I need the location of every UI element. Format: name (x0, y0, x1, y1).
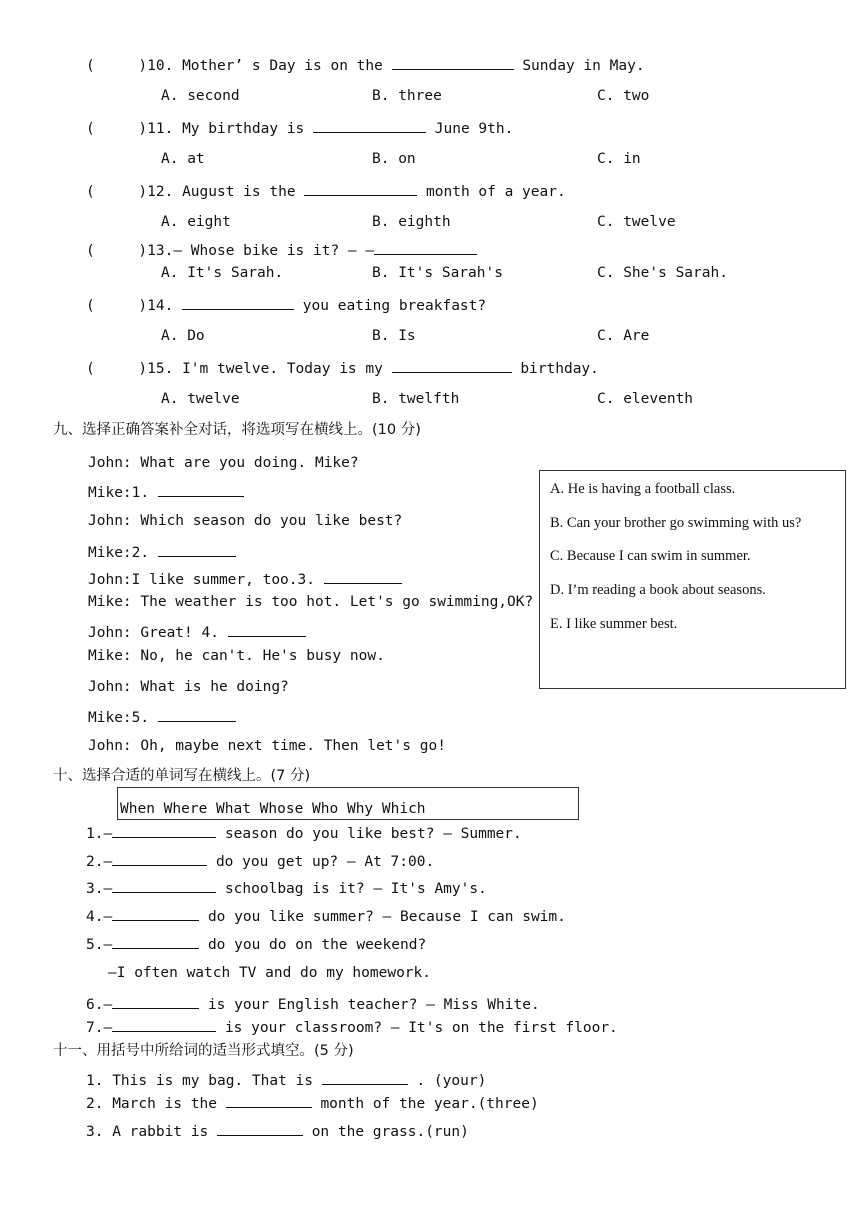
dialogue-text: Mike:2. (88, 545, 150, 561)
answer-blank[interactable] (112, 851, 207, 866)
item-number: 3.— (86, 881, 113, 897)
item-text: —I often watch TV and do my homework. (108, 965, 432, 981)
option-c: C. two (597, 88, 650, 104)
option-b: B. It's Sarah's (372, 265, 503, 281)
option-item: D. I’m reading a book about seasons. (550, 582, 766, 598)
question-12 (86, 181, 566, 201)
question-13 (86, 240, 477, 260)
answer-blank[interactable] (112, 994, 199, 1009)
item-text: do you do on the weekend? (207, 937, 427, 953)
fill-item (86, 1070, 486, 1090)
question-number: 11. (147, 121, 174, 137)
close-paren: ) (138, 58, 148, 74)
fill-item (86, 1121, 469, 1141)
answer-blank[interactable] (392, 358, 512, 373)
answer-blank[interactable] (112, 823, 216, 838)
fill-item (86, 1093, 539, 1113)
fill-item (86, 1017, 618, 1037)
item-number: 4.— (86, 909, 113, 925)
answer-blank[interactable] (304, 181, 417, 196)
dialogue-line: John: What are you doing. Mike? (88, 455, 359, 471)
answer-blank[interactable] (182, 295, 294, 310)
close-paren: ) (138, 361, 148, 377)
item-text: is your classroom? — It's on the first floor. (224, 1020, 618, 1036)
question-15 (86, 358, 599, 378)
option-a: A. twelve (161, 391, 240, 407)
answer-blank[interactable] (112, 934, 199, 949)
answer-blank[interactable] (217, 1121, 303, 1136)
question-text-end: Sunday in May. (522, 58, 645, 74)
question-number: 12. (147, 184, 174, 200)
open-paren: ( (86, 361, 95, 377)
fill-item (86, 851, 434, 871)
question-14 (86, 295, 486, 315)
answer-blank[interactable] (112, 906, 199, 921)
open-paren: ( (86, 184, 95, 200)
answer-blank[interactable] (112, 1017, 216, 1032)
open-paren: ( (86, 58, 95, 74)
question-number: 15. (147, 361, 174, 377)
option-a: A. It's Sarah. (161, 265, 284, 281)
option-b: B. three (372, 88, 442, 104)
question-number: 14. (147, 298, 174, 314)
option-b: B. twelfth (372, 391, 460, 407)
item-number: 2.— (86, 854, 113, 870)
option-a: A. Do (161, 328, 205, 344)
option-c: C. eleventh (597, 391, 694, 407)
section-11-title: 十一、用括号中所给词的适当形式填空。(5 分) (53, 1043, 354, 1059)
dialogue-text: Mike:1. (88, 485, 150, 501)
item-text: is your English teacher? — Miss White. (207, 997, 540, 1013)
answer-blank[interactable] (158, 707, 236, 722)
item-text: March is the (112, 1096, 217, 1112)
option-item: E. I like summer best. (550, 616, 678, 632)
word-bank: When Where What Whose Who Why Which (120, 801, 426, 817)
answer-blank[interactable] (392, 55, 514, 70)
item-number: 2. (86, 1096, 104, 1112)
dialogue-line (88, 482, 244, 502)
answer-blank[interactable] (226, 1093, 312, 1108)
question-text-end: birthday. (520, 361, 599, 377)
fill-item (86, 823, 522, 843)
option-a: A. eight (161, 214, 231, 230)
option-c: C. twelve (597, 214, 676, 230)
option-a: A. second (161, 88, 240, 104)
item-number: 1. (86, 1073, 104, 1089)
close-paren: ) (138, 243, 148, 259)
item-text-end: on the grass.(run) (311, 1124, 469, 1140)
fill-item (86, 878, 487, 898)
question-text: August is the (182, 184, 296, 200)
question-11 (86, 118, 513, 138)
dialogue-line (88, 622, 306, 642)
dialogue-line (88, 569, 402, 589)
question-text: My birthday is (182, 121, 305, 137)
item-number: 1.— (86, 826, 113, 842)
item-text-end: . (your) (416, 1073, 487, 1089)
option-c: C. She's Sarah. (597, 265, 728, 281)
dialogue-line (88, 542, 236, 562)
question-text-end: you eating breakfast? (302, 298, 487, 314)
open-paren: ( (86, 121, 95, 137)
item-text: A rabbit is (112, 1124, 209, 1140)
option-b: B. Is (372, 328, 416, 344)
option-b: B. eighth (372, 214, 451, 230)
item-number: 3. (86, 1124, 104, 1140)
option-item: A. He is having a football class. (550, 481, 736, 497)
close-paren: ) (138, 184, 148, 200)
option-item: C. Because I can swim in summer. (550, 548, 751, 564)
item-number: 6.— (86, 997, 113, 1013)
dialogue-line (88, 707, 236, 727)
question-text: I'm twelve. Today is my (182, 361, 383, 377)
close-paren: ) (138, 121, 148, 137)
answer-blank[interactable] (374, 240, 477, 255)
question-number: 10. (147, 58, 174, 74)
dialogue-line: John: Which season do you like best? (88, 513, 403, 529)
fill-item (86, 906, 566, 926)
dialogue-line: Mike: The weather is too hot. Let's go swimming,OK? (88, 594, 534, 610)
dialogue-text: Mike:5. (88, 710, 150, 726)
item-text-end: month of the year.(three) (320, 1096, 539, 1112)
dialogue-text: John:I like summer, too.3. (88, 572, 315, 588)
answer-blank[interactable] (322, 1070, 408, 1085)
open-paren: ( (86, 243, 95, 259)
question-text: Mother’ s Day is on the (182, 58, 383, 74)
fill-item (86, 934, 426, 954)
item-text: do you get up? — At 7:00. (215, 854, 435, 870)
answer-blank[interactable] (112, 878, 216, 893)
option-b: B. on (372, 151, 416, 167)
answer-blank[interactable] (158, 482, 244, 497)
dialogue-text: John: Great! 4. (88, 625, 219, 641)
dialogue-line: John: What is he doing? (88, 679, 289, 695)
option-item: B. Can your brother go swimming with us? (550, 515, 802, 531)
item-text: do you like summer? — Because I can swim. (207, 909, 566, 925)
answer-blank[interactable] (158, 542, 236, 557)
item-number: 5.— (86, 937, 113, 953)
option-a: A. at (161, 151, 205, 167)
fill-item (86, 994, 540, 1014)
word-bank-box (117, 787, 579, 820)
item-number: 7.— (86, 1020, 113, 1036)
section-10-title: 十、选择合适的单词写在横线上。(7 分) (53, 768, 311, 784)
question-text-end: June 9th. (434, 121, 514, 137)
dialogue-line: John: Oh, maybe next time. Then let's go! (88, 738, 446, 754)
answer-blank[interactable] (313, 118, 426, 133)
item-text: This is my bag. That is (112, 1073, 313, 1089)
section-9-title: 九、选择正确答案补全对话，将选项写在横线上。(10 分) (53, 422, 421, 438)
answer-blank[interactable] (324, 569, 402, 584)
close-paren: ) (138, 298, 148, 314)
item-text: schoolbag is it? — It's Amy's. (224, 881, 487, 897)
option-c: C. Are (597, 328, 650, 344)
question-number: 13. (147, 243, 174, 259)
question-text-end: month of a year. (426, 184, 566, 200)
question-text: — Whose bike is it? — — (173, 243, 375, 259)
options-box (539, 470, 846, 689)
option-c: C. in (597, 151, 641, 167)
answer-blank[interactable] (228, 622, 306, 637)
dialogue-line: Mike: No, he can't. He's busy now. (88, 648, 385, 664)
open-paren: ( (86, 298, 95, 314)
item-text: season do you like best? — Summer. (224, 826, 522, 842)
question-10 (86, 55, 645, 75)
